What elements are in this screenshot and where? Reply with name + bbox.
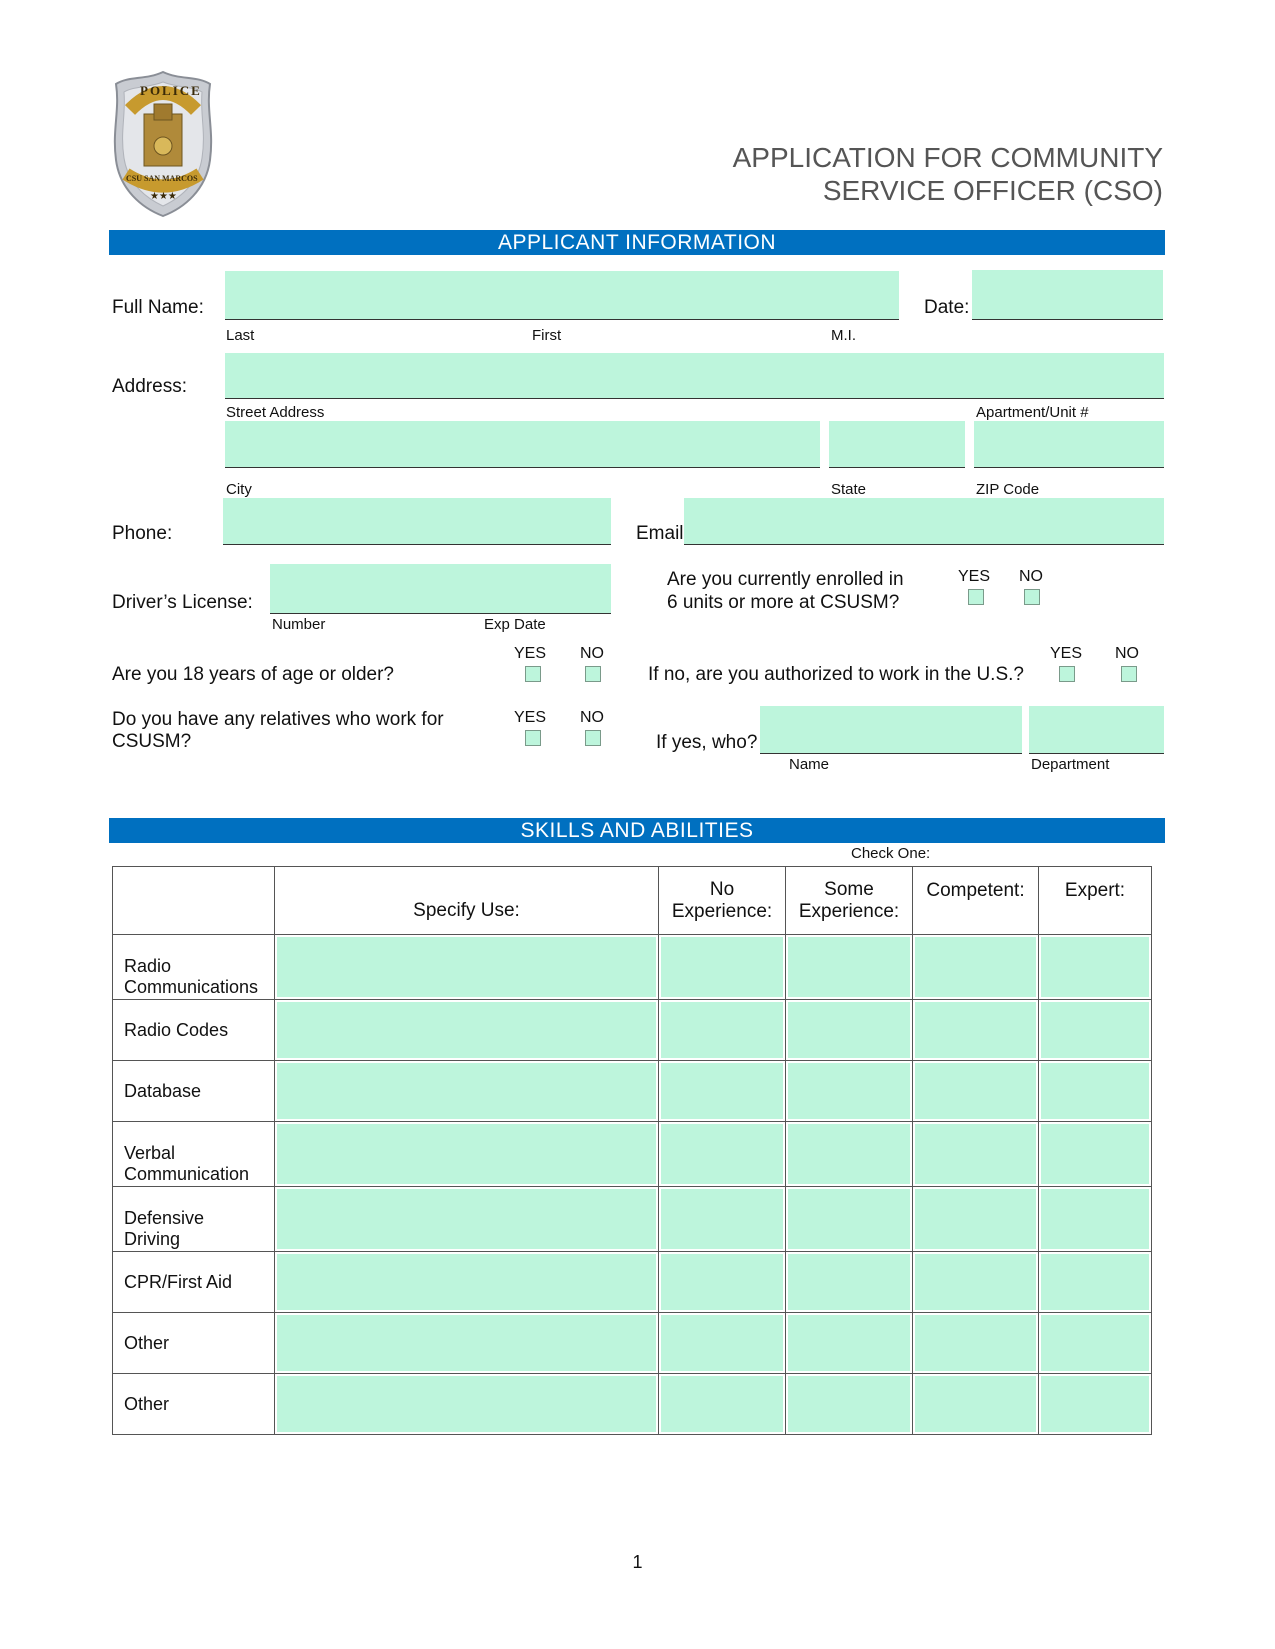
specify-use-field[interactable] [275, 1187, 659, 1252]
some-experience-field[interactable] [786, 1000, 913, 1061]
some-experience-field[interactable] [786, 1187, 913, 1252]
state-field[interactable] [829, 421, 965, 468]
expert-field[interactable] [1039, 1374, 1152, 1435]
specify-use-field[interactable] [275, 1252, 659, 1313]
table-row [113, 1000, 1152, 1061]
table-row [113, 935, 1152, 1000]
full-name-field[interactable] [225, 271, 899, 320]
skill-label: Defensive Driving [113, 1187, 275, 1252]
drivers-license-field[interactable] [270, 564, 611, 614]
competent-field[interactable] [913, 1000, 1039, 1061]
skill-label: Database [113, 1061, 275, 1122]
relatives-yes-label: YES [514, 709, 547, 726]
logo-top-text: POLICE [140, 83, 202, 98]
age-question: Are you 18 years of age or older? [112, 664, 395, 685]
license-number-caption: Number [272, 616, 326, 633]
relatives-question-line2: CSUSM? [112, 731, 192, 752]
logo-stars: ★★★ [150, 191, 177, 202]
header-no-experience: No Experience: [659, 867, 786, 935]
no-experience-field[interactable] [659, 1122, 786, 1187]
specify-use-field[interactable] [275, 935, 659, 1000]
competent-field[interactable] [913, 1374, 1039, 1435]
enrolled-yes-label: YES [958, 568, 991, 585]
competent-field[interactable] [913, 1122, 1039, 1187]
competent-field[interactable] [913, 1252, 1039, 1313]
city-caption: City [226, 481, 252, 498]
skills-table [112, 866, 1152, 1435]
header-skill [113, 867, 275, 935]
middle-initial-caption: M.I. [831, 327, 856, 344]
skill-label: Other [113, 1313, 275, 1374]
table-row [113, 1374, 1152, 1435]
apartment-caption: Apartment/Unit # [976, 404, 1089, 421]
email-label: Email [636, 523, 684, 544]
form-title-line1: APPLICATION FOR COMMUNITY [732, 142, 1163, 173]
no-experience-field[interactable] [659, 1374, 786, 1435]
relative-name-field[interactable] [760, 706, 1022, 754]
age-yes-checkbox[interactable] [525, 666, 541, 682]
no-experience-field[interactable] [659, 1061, 786, 1122]
expert-field[interactable] [1039, 1252, 1152, 1313]
skills-header-row [113, 867, 1152, 935]
table-row [113, 1252, 1152, 1313]
specify-use-field[interactable] [275, 1061, 659, 1122]
full-name-label: Full Name: [112, 297, 204, 318]
skill-label: CPR/First Aid [113, 1252, 275, 1313]
age-no-checkbox[interactable] [585, 666, 601, 682]
header-competent: Competent: [913, 867, 1039, 935]
enrolled-yes-checkbox[interactable] [968, 589, 984, 605]
auth-yes-label: YES [1050, 645, 1083, 662]
header-specify-use: Specify Use: [275, 867, 659, 935]
skill-label: Radio Communications [113, 935, 275, 1000]
zip-caption: ZIP Code [976, 481, 1040, 498]
street-address-field[interactable] [225, 353, 1164, 399]
street-address-caption: Street Address [226, 404, 325, 421]
some-experience-field[interactable] [786, 1122, 913, 1187]
last-name-caption: Last [226, 327, 255, 344]
enrolled-question-line1: Are you currently enrolled in [667, 569, 904, 590]
specify-use-field[interactable] [275, 1000, 659, 1061]
expert-field[interactable] [1039, 1122, 1152, 1187]
date-field[interactable] [972, 270, 1163, 320]
if-yes-who-label: If yes, who? [656, 732, 758, 753]
no-experience-field[interactable] [659, 1000, 786, 1061]
header-some-experience: Some Experience: [786, 867, 913, 935]
table-row [113, 1187, 1152, 1252]
relatives-question-line1: Do you have any relatives who work for [112, 709, 444, 730]
expert-field[interactable] [1039, 1061, 1152, 1122]
skill-label: Radio Codes [113, 1000, 275, 1061]
table-row [113, 1061, 1152, 1122]
some-experience-field[interactable] [786, 1252, 913, 1313]
work-authorization-question: If no, are you authorized to work in the U.S.? [648, 664, 1024, 685]
phone-field[interactable] [223, 498, 611, 545]
section-header-skills: SKILLS AND ABILITIES [109, 818, 1165, 843]
skill-label: Verbal Communication [113, 1122, 275, 1187]
date-label: Date: [924, 297, 970, 318]
relative-department-field[interactable] [1029, 706, 1164, 754]
city-field[interactable] [225, 421, 820, 468]
state-caption: State [831, 481, 867, 498]
first-name-caption: First [532, 327, 562, 344]
skill-label: Other [113, 1374, 275, 1435]
specify-use-field[interactable] [275, 1313, 659, 1374]
auth-no-checkbox[interactable] [1121, 666, 1137, 682]
competent-field[interactable] [913, 1061, 1039, 1122]
relatives-no-checkbox[interactable] [585, 730, 601, 746]
header-expert: Expert: [1039, 867, 1152, 935]
page-number: 1 [632, 1552, 643, 1572]
competent-field[interactable] [913, 935, 1039, 1000]
no-experience-field[interactable] [659, 1187, 786, 1252]
enrolled-question-line2: 6 units or more at CSUSM? [667, 592, 900, 613]
auth-no-label: NO [1115, 645, 1139, 662]
zip-field[interactable] [974, 421, 1164, 468]
enrolled-no-checkbox[interactable] [1024, 589, 1040, 605]
age-no-label: NO [580, 645, 604, 662]
relatives-yes-checkbox[interactable] [525, 730, 541, 746]
check-one-caption: Check One: [851, 845, 931, 862]
phone-label: Phone: [112, 523, 173, 544]
drivers-license-label: Driver’s License: [112, 592, 253, 613]
specify-use-field[interactable] [275, 1122, 659, 1187]
email-field[interactable] [684, 498, 1164, 545]
some-experience-field[interactable] [786, 1061, 913, 1122]
age-yes-label: YES [514, 645, 547, 662]
logo-bottom-text: CSU SAN MARCOS [126, 174, 198, 183]
table-row [113, 1122, 1152, 1187]
expert-field[interactable] [1039, 1000, 1152, 1061]
competent-field[interactable] [913, 1313, 1039, 1374]
competent-field[interactable] [913, 1187, 1039, 1252]
expert-field[interactable] [1039, 935, 1152, 1000]
expert-field[interactable] [1039, 1187, 1152, 1252]
relative-department-caption: Department [1031, 756, 1110, 773]
relative-name-caption: Name [789, 756, 830, 773]
table-row [113, 1313, 1152, 1374]
expert-field[interactable] [1039, 1313, 1152, 1374]
some-experience-field[interactable] [786, 1374, 913, 1435]
police-badge-logo [110, 70, 216, 218]
no-experience-field[interactable] [659, 1313, 786, 1374]
some-experience-field[interactable] [786, 1313, 913, 1374]
some-experience-field[interactable] [786, 935, 913, 1000]
enrolled-no-label: NO [1019, 568, 1043, 585]
specify-use-field[interactable] [275, 1374, 659, 1435]
no-experience-field[interactable] [659, 1252, 786, 1313]
relatives-no-label: NO [580, 709, 604, 726]
form-title-line2: SERVICE OFFICER (CSO) [822, 175, 1163, 206]
address-label: Address: [112, 376, 187, 397]
section-header-applicant: APPLICANT INFORMATION [109, 230, 1165, 255]
no-experience-field[interactable] [659, 935, 786, 1000]
auth-yes-checkbox[interactable] [1059, 666, 1075, 682]
license-exp-caption: Exp Date [484, 616, 546, 633]
